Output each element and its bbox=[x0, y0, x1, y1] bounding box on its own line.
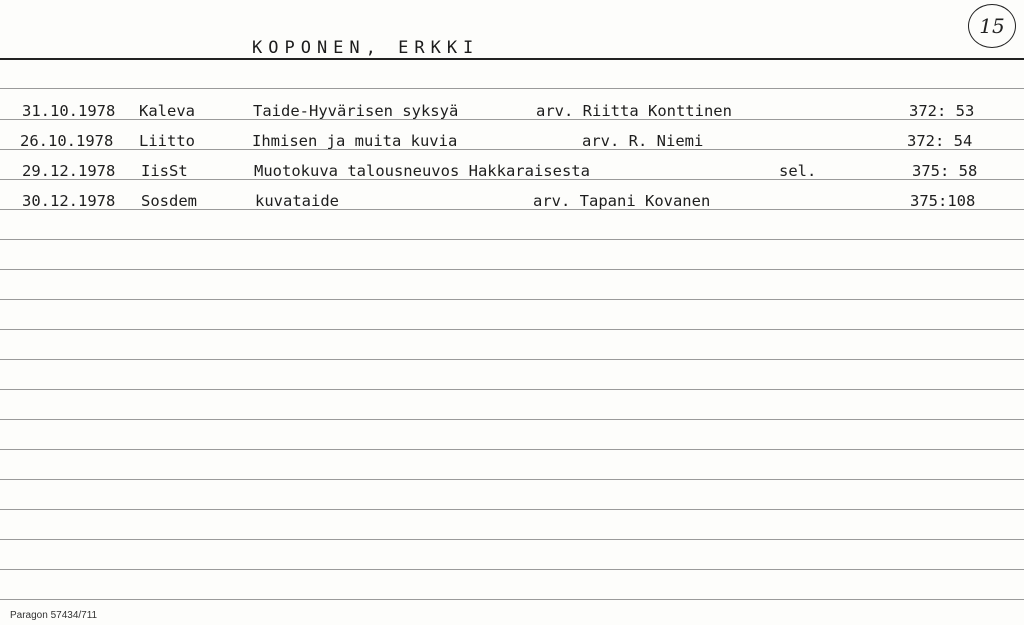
ruled-line bbox=[0, 88, 1024, 89]
entry-title: Taide-Hyvärisen syksyä bbox=[253, 102, 459, 120]
ruled-line bbox=[0, 569, 1024, 570]
ruled-line bbox=[0, 539, 1024, 540]
ruled-line bbox=[0, 509, 1024, 510]
entry-ref: 375: 58 bbox=[912, 162, 978, 180]
entry-note: arv. Tapani Kovanen bbox=[533, 192, 711, 210]
card-footer: Paragon 57434/711 bbox=[10, 610, 98, 621]
entry-date: 31.10.1978 bbox=[22, 102, 116, 120]
ruled-line bbox=[0, 299, 1024, 300]
entry-date: 26.10.1978 bbox=[20, 132, 114, 150]
ruled-line bbox=[0, 389, 1024, 390]
entry-source: Kaleva bbox=[139, 102, 195, 120]
entry-title: Ihmisen ja muita kuvia bbox=[252, 132, 458, 150]
entry-ref: 372: 54 bbox=[907, 132, 973, 150]
card-number-badge: 15 bbox=[968, 4, 1016, 48]
ruled-line bbox=[0, 419, 1024, 420]
entry-source: Liitto bbox=[139, 132, 195, 150]
entry-note: arv. R. Niemi bbox=[582, 132, 704, 150]
ruled-line bbox=[0, 599, 1024, 600]
header-rule bbox=[0, 58, 1024, 60]
entry-ref: 372: 53 bbox=[909, 102, 975, 120]
ruled-line bbox=[0, 449, 1024, 450]
entry-type: sel. bbox=[779, 162, 817, 180]
entry-row bbox=[0, 156, 1024, 186]
entry-title: Muotokuva talousneuvos Hakkaraisesta bbox=[254, 162, 590, 180]
card-title: KOPONEN, ERKKI bbox=[252, 38, 480, 58]
entry-date: 30.12.1978 bbox=[22, 192, 116, 210]
entry-date: 29.12.1978 bbox=[22, 162, 116, 180]
ruled-line bbox=[0, 269, 1024, 270]
entry-row bbox=[0, 96, 1024, 126]
entry-note: arv. Riitta Konttinen bbox=[536, 102, 732, 120]
ruled-line bbox=[0, 329, 1024, 330]
ruled-line bbox=[0, 479, 1024, 480]
ruled-line bbox=[0, 359, 1024, 360]
entry-source: Sosdem bbox=[141, 192, 197, 210]
ruled-line bbox=[0, 239, 1024, 240]
entry-title: kuvataide bbox=[255, 192, 339, 210]
entry-ref: 375:108 bbox=[910, 192, 976, 210]
entry-row bbox=[0, 126, 1024, 156]
entry-source: IisSt bbox=[141, 162, 188, 180]
entry-row bbox=[0, 186, 1024, 216]
